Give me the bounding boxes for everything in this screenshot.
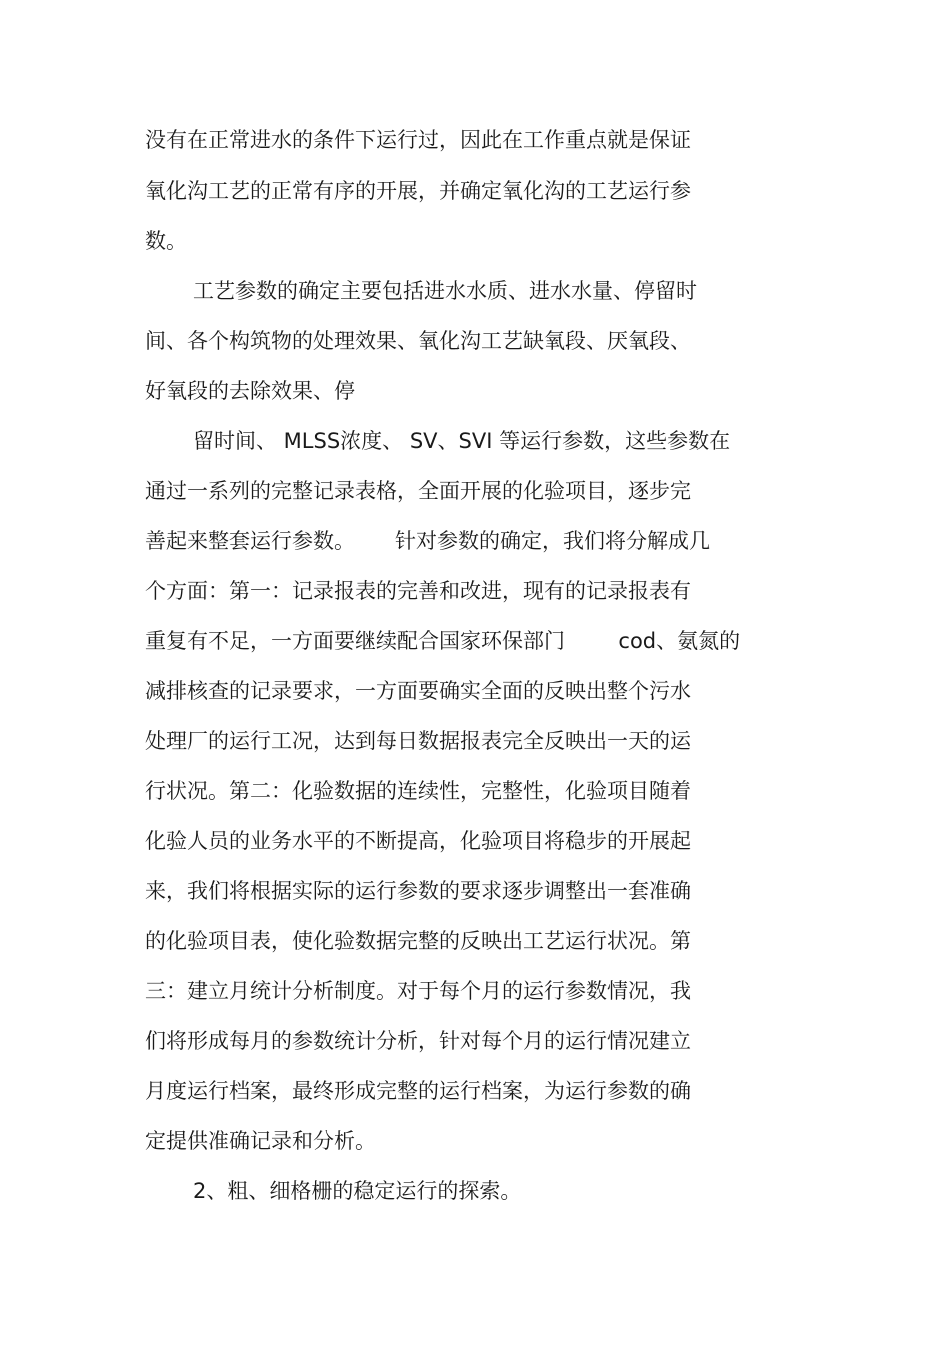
text-line: 三：建立月统计分析制度。对于每个月的运行参数情况，我 bbox=[145, 979, 691, 1003]
text-line: 个方面：第一：记录报表的完善和改进，现有的记录报表有 bbox=[145, 579, 691, 603]
text-line: 的化验项目表，使化验数据完整的反映出工艺运行状况。第 bbox=[145, 929, 691, 953]
text-line: 月度运行档案，最终形成完整的运行档案，为运行参数的确 bbox=[145, 1079, 691, 1103]
text-line: 间、各个构筑物的处理效果、氧化沟工艺缺氧段、厌氧段、 bbox=[145, 329, 691, 353]
text-line: 重复有不足，一方面要继续配合国家环保部门 cod、氨氮的 bbox=[145, 629, 741, 653]
text-line: 善起来整套运行参数。 针对参数的确定，我们将分解成几 bbox=[145, 529, 711, 553]
text-line: 定提供准确记录和分析。 bbox=[145, 1129, 376, 1153]
text-line: 行状况。第二：化验数据的连续性，完整性，化验项目随着 bbox=[145, 779, 691, 803]
text-line: 减排核查的记录要求，一方面要确实全面的反映出整个污水 bbox=[145, 679, 691, 703]
section-heading: 2、粗、细格栅的稳定运行的探索。 bbox=[193, 1179, 522, 1203]
text-line: 处理厂的运行工况，达到每日数据报表完全反映出一天的运 bbox=[145, 729, 691, 753]
text-line: 通过一系列的完整记录表格，全面开展的化验项目，逐步完 bbox=[145, 479, 691, 503]
text-line: 氧化沟工艺的正常有序的开展，并确定氧化沟的工艺运行参 bbox=[145, 179, 691, 203]
text-line: 化验人员的业务水平的不断提高，化验项目将稳步的开展起 bbox=[145, 829, 691, 853]
text-line: 们将形成每月的参数统计分析，针对每个月的运行情况建立 bbox=[145, 1029, 691, 1053]
paragraph-first-line: 留时间、 MLSS浓度、 SV、SVI 等运行参数，这些参数在 bbox=[193, 429, 731, 453]
text-line: 好氧段的去除效果、停 bbox=[145, 379, 355, 403]
text-line: 没有在正常进水的条件下运行过，因此在工作重点就是保证 bbox=[145, 128, 691, 152]
text-line: 来，我们将根据实际的运行参数的要求逐步调整出一套准确 bbox=[145, 879, 691, 903]
paragraph-first-line: 工艺参数的确定主要包括进水水质、进水水量、停留时 bbox=[193, 279, 697, 303]
text-line: 数。 bbox=[145, 229, 187, 253]
